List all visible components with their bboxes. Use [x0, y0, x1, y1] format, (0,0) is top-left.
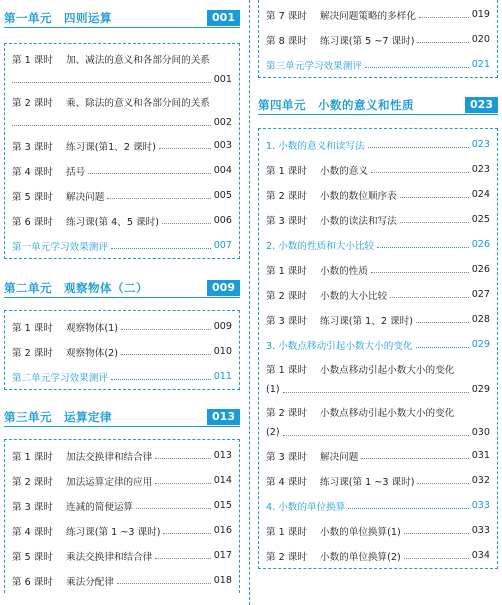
- toc-entry[interactable]: [266, 2, 490, 27]
- unit-4-heading[interactable]: [258, 94, 498, 116]
- toc-entry[interactable]: [12, 183, 232, 208]
- section-entry[interactable]: [266, 493, 490, 518]
- toc-entry[interactable]: [266, 400, 490, 443]
- toc-entry[interactable]: [266, 282, 490, 307]
- leader-dots: [404, 558, 469, 559]
- lesson-title: 解决问题: [320, 451, 359, 463]
- unit-test-entry[interactable]: [266, 52, 490, 77]
- page-number: 002: [213, 117, 232, 128]
- leader-dots: [390, 297, 469, 298]
- leader-dots: [88, 173, 211, 174]
- leader-dots: [361, 458, 468, 459]
- toc-entry[interactable]: [12, 568, 232, 593]
- unit-title: 第三单元 运算定律: [4, 410, 112, 424]
- leader-dots: [111, 248, 211, 249]
- page-number: 011: [213, 371, 232, 382]
- toc-entry[interactable]: [12, 518, 232, 543]
- leader-dots: [283, 435, 469, 436]
- lesson-title: 小数的性质: [320, 265, 368, 277]
- lesson-number: 第 6 课时: [12, 216, 53, 228]
- page-number: 027: [471, 289, 490, 300]
- test-title: 第一单元学习效果测评: [12, 241, 108, 253]
- section-title: 2. 小数的性质和大小比较: [266, 240, 375, 252]
- toc-entry[interactable]: [266, 307, 490, 332]
- lesson-title: 乘、除法的意义和各部分间的关系: [66, 98, 210, 109]
- leader-dots: [155, 458, 210, 459]
- right-column: [258, 0, 498, 569]
- toc-entry[interactable]: [266, 182, 490, 207]
- unit-page-badge: 001: [207, 10, 240, 26]
- lesson-number: 第 2 课时: [12, 98, 53, 109]
- page-number: 029: [471, 384, 490, 395]
- column-divider: [249, 0, 250, 605]
- page-number: 031: [471, 450, 490, 461]
- unit-test-entry[interactable]: [12, 364, 232, 389]
- lesson-number: 第 2 课时: [266, 551, 307, 563]
- leader-dots: [155, 483, 210, 484]
- toc-entry[interactable]: [12, 133, 232, 158]
- leader-dots: [404, 533, 469, 534]
- section-entry[interactable]: [266, 132, 490, 157]
- leader-dots: [400, 222, 469, 223]
- lesson-title: 小数的数位顺序表: [320, 190, 397, 202]
- page-number: 001: [213, 74, 232, 85]
- lesson-number: 第 2 课时: [266, 290, 307, 302]
- section-title: 4. 小数的单位换算: [266, 501, 346, 513]
- lesson-title: 练习课(第 1 ~3 课时): [320, 476, 415, 488]
- leader-dots: [419, 17, 469, 18]
- lesson-number: 第 7 课时: [266, 10, 307, 22]
- page-number: 030: [471, 427, 490, 438]
- page-number: 029: [471, 339, 490, 350]
- lesson-title: 练习课(第 5 ~7 课时): [320, 35, 415, 47]
- leader-dots: [365, 67, 469, 68]
- toc-entry[interactable]: [12, 208, 232, 233]
- leader-dots: [117, 583, 211, 584]
- leader-dots: [283, 392, 469, 393]
- page-number: 021: [471, 59, 490, 70]
- toc-entry[interactable]: [266, 543, 490, 568]
- unit-underline: [4, 426, 240, 427]
- lesson-title: 连减的简便运算: [66, 501, 134, 513]
- page-number: 028: [471, 314, 490, 325]
- unit-underline: [258, 114, 498, 115]
- lesson-title: 小数的单位换算(2): [320, 551, 401, 563]
- lesson-title: 加、减法的意义和各部分间的关系: [66, 55, 210, 66]
- lesson-title: 练习课(第1、2 课时): [66, 141, 156, 153]
- page-number: 026: [471, 239, 490, 250]
- lesson-title: 小数点移动引起小数大小的变化: [320, 408, 455, 419]
- lesson-number: 第 2 课时: [266, 408, 307, 419]
- leader-dots: [400, 197, 469, 198]
- toc-entry[interactable]: [266, 207, 490, 232]
- lesson-number: 第 5 课时: [12, 551, 53, 563]
- toc-entry[interactable]: [12, 468, 232, 493]
- leader-dots: [12, 82, 211, 83]
- toc-entry[interactable]: [266, 357, 490, 400]
- test-title: 第二单元学习效果测评: [12, 372, 108, 384]
- lesson-number: 第 4 课时: [12, 526, 53, 538]
- toc-entry[interactable]: [266, 518, 490, 543]
- page-number: 032: [471, 475, 490, 486]
- page-number: 033: [471, 525, 490, 536]
- page-number: 003: [213, 140, 232, 151]
- leader-dots: [136, 508, 211, 509]
- leader-dots: [111, 379, 211, 380]
- lesson-number: 第 8 课时: [266, 35, 307, 47]
- leader-dots: [107, 198, 210, 199]
- lesson-number: 第 3 课时: [266, 215, 307, 227]
- leader-dots: [162, 223, 211, 224]
- page-number: 019: [471, 9, 490, 20]
- lesson-number: 第 4 课时: [12, 166, 53, 178]
- lesson-number: 第 2 课时: [266, 190, 307, 202]
- section-entry[interactable]: [266, 232, 490, 257]
- leader-dots: [348, 508, 468, 509]
- unit-3-box: [4, 439, 240, 593]
- unit-page-badge: 009: [207, 280, 240, 296]
- leader-dots: [121, 354, 211, 355]
- lesson-title: 小数的单位换算(1): [320, 526, 401, 538]
- lesson-title: 解决问题: [66, 191, 105, 203]
- lesson-title-continued: (1): [266, 384, 280, 395]
- section-title: 3. 小数点移动引起小数大小的变化: [266, 340, 413, 352]
- lesson-title: 观察物体(2): [66, 347, 118, 359]
- page-number: 004: [213, 165, 232, 176]
- page-number: 009: [213, 321, 232, 332]
- toc-entry[interactable]: [12, 314, 232, 339]
- lesson-title: 小数的意义: [320, 165, 368, 177]
- lesson-number: 第 3 课时: [266, 451, 307, 463]
- unit-3-heading[interactable]: [4, 406, 240, 428]
- toc-entry[interactable]: [12, 543, 232, 568]
- toc-entry[interactable]: [266, 468, 490, 493]
- toc-entry[interactable]: [266, 257, 490, 282]
- lesson-title: 小数的读法和写法: [320, 215, 397, 227]
- lesson-title: 乘法交换律和结合律: [66, 551, 153, 563]
- page-number: 026: [471, 264, 490, 275]
- lesson-title: 加法运算定律的应用: [66, 476, 153, 488]
- page-number: 014: [213, 475, 232, 486]
- page-number: 010: [213, 346, 232, 357]
- page-number: 020: [471, 34, 490, 45]
- page-number: 016: [213, 525, 232, 536]
- lesson-title: 小数点移动引起小数大小的变化: [320, 365, 455, 376]
- lesson-title-continued: (2): [266, 427, 280, 438]
- unit-2-box: [4, 310, 240, 390]
- page-number: 013: [213, 450, 232, 461]
- toc-entry[interactable]: [12, 90, 232, 133]
- lesson-number: 第 3 课时: [12, 141, 53, 153]
- unit-title: 第一单元 四则运算: [4, 11, 112, 25]
- leader-dots: [12, 125, 211, 126]
- lesson-title: 练习课(第 4、5 课时): [66, 216, 159, 228]
- page-number: 015: [213, 500, 232, 511]
- lesson-title: 观察物体(1): [66, 322, 118, 334]
- page-number: 007: [213, 240, 232, 251]
- lesson-number: 第 2 课时: [12, 476, 53, 488]
- lesson-number: 第 1 课时: [12, 55, 53, 66]
- page-number: 025: [471, 214, 490, 225]
- unit-1-heading[interactable]: [4, 7, 240, 29]
- leader-dots: [121, 329, 211, 330]
- lesson-title: 练习课(第 1、2 课时): [320, 315, 413, 327]
- toc-entry[interactable]: [12, 158, 232, 183]
- unit-underline: [4, 297, 240, 298]
- leader-dots: [155, 558, 210, 559]
- unit-test-entry[interactable]: [12, 233, 232, 258]
- leader-dots: [416, 322, 469, 323]
- lesson-title: 乘法分配律: [66, 576, 114, 588]
- unit-title: 第四单元 小数的意义和性质: [258, 98, 414, 112]
- lesson-number: 第 4 课时: [266, 476, 307, 488]
- toc-entry[interactable]: [12, 339, 232, 364]
- lesson-title: 练习课(第 1 ~3 课时): [66, 526, 161, 538]
- lesson-number: 第 1 课时: [266, 265, 307, 277]
- page-number: 005: [213, 190, 232, 201]
- lesson-number: 第 5 课时: [12, 191, 53, 203]
- lesson-number: 第 1 课时: [266, 165, 307, 177]
- leader-dots: [417, 42, 468, 43]
- page-number: 017: [213, 550, 232, 561]
- unit-page-badge: 023: [465, 97, 498, 113]
- toc-entry[interactable]: [12, 47, 232, 90]
- leader-dots: [417, 483, 468, 484]
- test-title: 第三单元学习效果测评: [266, 60, 362, 72]
- page-number: 034: [471, 550, 490, 561]
- unit-underline: [4, 27, 240, 28]
- lesson-number: 第 1 课时: [12, 451, 53, 463]
- lesson-number: 第 2 课时: [12, 347, 53, 359]
- section-entry[interactable]: [266, 332, 490, 357]
- section-title: 1. 小数的意义和读写法: [266, 140, 365, 152]
- lesson-number: 第 1 课时: [12, 322, 53, 334]
- unit-1-box: [4, 43, 240, 259]
- leader-dots: [416, 347, 469, 348]
- lesson-title: 小数的大小比较: [320, 290, 388, 302]
- page-number: 006: [213, 215, 232, 226]
- unit-title: 第二单元 观察物体（二）: [4, 281, 148, 295]
- page-number: 024: [471, 189, 490, 200]
- toc-entry[interactable]: [266, 443, 490, 468]
- unit-2-heading[interactable]: [4, 277, 240, 299]
- page-number: 018: [213, 575, 232, 586]
- toc-entry[interactable]: [266, 157, 490, 182]
- leader-dots: [371, 172, 469, 173]
- lesson-title: 括号: [66, 166, 86, 178]
- toc-entry[interactable]: [266, 27, 490, 52]
- page-number: 033: [471, 500, 490, 511]
- unit-3-box-continued: [258, 0, 498, 78]
- left-column: [4, 0, 240, 593]
- lesson-number: 第 3 课时: [12, 501, 53, 513]
- leader-dots: [377, 247, 469, 248]
- lesson-title: 解决问题策略的多样化: [320, 10, 416, 22]
- page-number: 023: [471, 139, 490, 150]
- leader-dots: [368, 147, 469, 148]
- page-number: 023: [471, 164, 490, 175]
- lesson-number: 第 3 课时: [266, 315, 307, 327]
- leader-dots: [371, 272, 469, 273]
- lesson-number: 第 1 课时: [266, 365, 307, 376]
- unit-page-badge: 013: [207, 409, 240, 425]
- leader-dots: [163, 533, 210, 534]
- toc-entry[interactable]: [12, 443, 232, 468]
- lesson-title: 加法交换律和结合律: [66, 451, 153, 463]
- toc-entry[interactable]: [12, 493, 232, 518]
- leader-dots: [159, 148, 211, 149]
- lesson-number: 第 1 课时: [266, 526, 307, 538]
- unit-4-box: [258, 128, 498, 569]
- lesson-number: 第 6 课时: [12, 576, 53, 588]
